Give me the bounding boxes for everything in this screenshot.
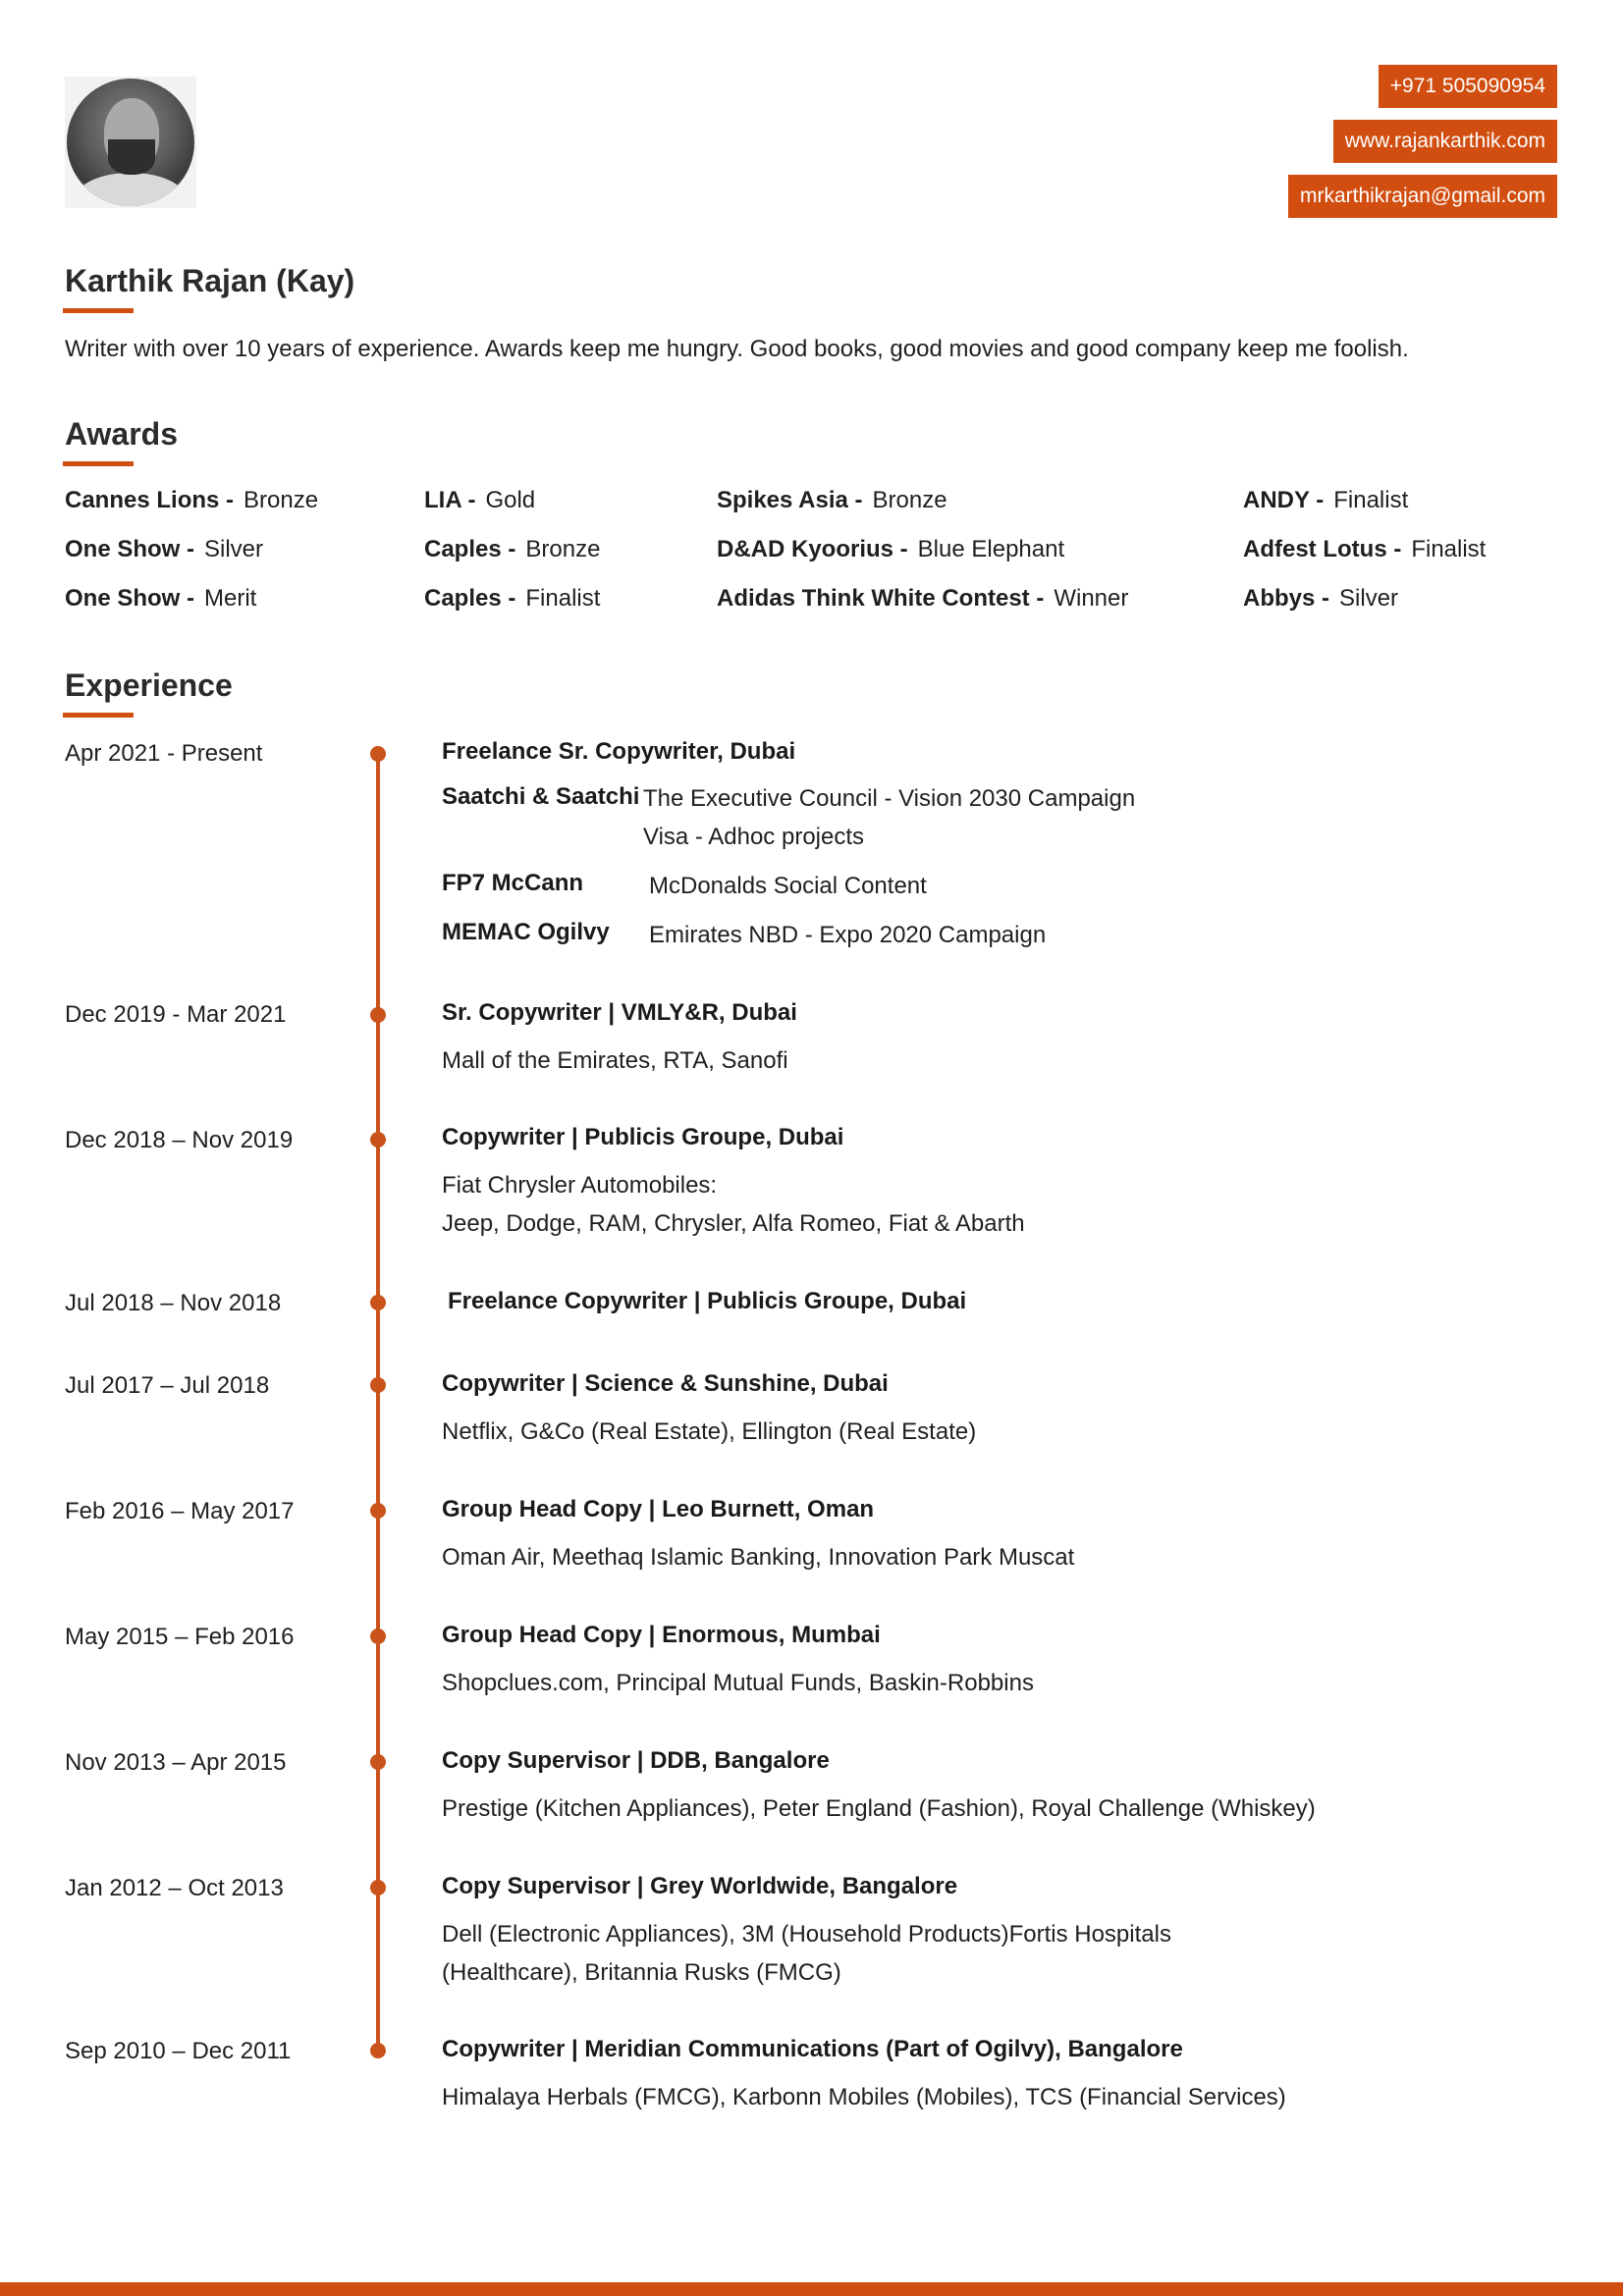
- experience-role: Copywriter | Science & Sunshine, Dubai: [442, 1370, 889, 1397]
- award-org: Adidas Think White Contest -: [717, 585, 1045, 612]
- experience-role: Group Head Copy | Leo Burnett, Oman: [442, 1496, 875, 1522]
- timeline-dot: [370, 1295, 386, 1310]
- name-underline: [63, 308, 134, 313]
- awards-heading: Awards: [65, 416, 179, 452]
- experience-date: Feb 2016 – May 2017: [65, 1498, 295, 1524]
- client-name: FP7 McCann: [442, 870, 584, 896]
- experience-date: Dec 2019 - Mar 2021: [65, 1001, 287, 1028]
- experience-description: Oman Air, Meethaq Islamic Banking, Innovation Park Muscat: [442, 1544, 1075, 1571]
- award-prize: Finalist: [525, 585, 601, 612]
- award-prize: Finalist: [1333, 487, 1409, 513]
- award-item: [65, 536, 263, 563]
- contact-block: [1288, 65, 1557, 218]
- award-org: LIA -: [424, 487, 476, 513]
- award-prize: Gold: [485, 487, 536, 513]
- client-project: Emirates NBD - Expo 2020 Campaign: [649, 922, 1047, 948]
- award-org: Abbys -: [1243, 585, 1330, 612]
- award-prize: Finalist: [1411, 536, 1487, 562]
- experience-description: Jeep, Dodge, RAM, Chrysler, Alfa Romeo, Fiat & Abarth: [442, 1210, 1025, 1237]
- experience-description: Himalaya Herbals (FMCG), Karbonn Mobiles (Mobiles), TCS (Financial Services): [442, 2084, 1286, 2110]
- experience-role: Copy Supervisor | Grey Worldwide, Bangalore: [442, 1873, 958, 1899]
- award-item: [1243, 487, 1408, 514]
- award-item: [424, 585, 600, 613]
- experience-date: May 2015 – Feb 2016: [65, 1624, 295, 1650]
- award-item: [717, 536, 1064, 563]
- timeline-dot: [370, 1880, 386, 1896]
- experience-role: Copywriter | Meridian Communications (Part of Ogilvy), Bangalore: [442, 2036, 1183, 2062]
- award-org: One Show -: [65, 536, 194, 562]
- profile-intro: Writer with over 10 years of experience. Awards keep me hungry. Good books, good movies and good company keep me foolish.: [65, 336, 1409, 362]
- award-prize: Winner: [1054, 585, 1129, 612]
- award-prize: Silver: [204, 536, 264, 562]
- award-prize: Bronze: [872, 487, 947, 513]
- photo-shirt: [77, 173, 185, 206]
- award-prize: Blue Elephant: [917, 536, 1065, 562]
- award-item: [1243, 585, 1398, 613]
- award-org: Caples -: [424, 585, 516, 612]
- award-item: [717, 487, 947, 514]
- photo-beard: [108, 139, 155, 175]
- footer-accent-bar: [0, 2282, 1623, 2296]
- experience-description: Netflix, G&Co (Real Estate), Ellington (Real Estate): [442, 1418, 977, 1445]
- award-item: [717, 585, 1128, 613]
- phone-chip[interactable]: +971 505090954: [1379, 65, 1557, 108]
- timeline-dot: [370, 1132, 386, 1148]
- experience-role: Freelance Copywriter | Publicis Groupe, Dubai: [448, 1288, 967, 1314]
- experience-date: Sep 2010 – Dec 2011: [65, 2038, 292, 2064]
- experience-date: Dec 2018 – Nov 2019: [65, 1127, 294, 1153]
- timeline-dot: [370, 746, 386, 762]
- award-item: [1243, 536, 1486, 563]
- profile-name: Karthik Rajan (Kay): [65, 263, 355, 298]
- award-org: ANDY -: [1243, 487, 1325, 513]
- timeline-dot: [370, 1629, 386, 1644]
- client-name: MEMAC Ogilvy: [442, 919, 610, 945]
- experience-date: Jul 2017 – Jul 2018: [65, 1372, 270, 1399]
- client-name: Saatchi & Saatchi: [442, 783, 640, 810]
- award-org: Adfest Lotus -: [1243, 536, 1402, 562]
- award-prize: Bronze: [525, 536, 601, 562]
- client-project: McDonalds Social Content: [649, 873, 927, 899]
- experience-role: Copywriter | Publicis Groupe, Dubai: [442, 1124, 844, 1150]
- experience-date: Nov 2013 – Apr 2015: [65, 1749, 287, 1776]
- award-org: Caples -: [424, 536, 516, 562]
- experience-date: Jan 2012 – Oct 2013: [65, 1875, 284, 1901]
- experience-description: Prestige (Kitchen Appliances), Peter England (Fashion), Royal Challenge (Whiskey): [442, 1795, 1316, 1822]
- timeline-dot: [370, 1377, 386, 1393]
- experience-date: Jul 2018 – Nov 2018: [65, 1290, 282, 1316]
- award-org: Spikes Asia -: [717, 487, 863, 513]
- award-item: [424, 487, 535, 514]
- experience-underline: [63, 713, 134, 718]
- award-item: [65, 487, 318, 514]
- experience-description: Mall of the Emirates, RTA, Sanofi: [442, 1047, 788, 1074]
- award-org: One Show -: [65, 585, 194, 612]
- award-item: [424, 536, 600, 563]
- timeline-dot: [370, 1007, 386, 1023]
- award-prize: Bronze: [243, 487, 319, 513]
- client-project: The Executive Council - Vision 2030 Campaign: [643, 785, 1136, 812]
- award-prize: Silver: [1339, 585, 1399, 612]
- experience-date: Apr 2021 - Present: [65, 740, 263, 767]
- experience-role: Copy Supervisor | DDB, Bangalore: [442, 1747, 830, 1774]
- experience-role: Freelance Sr. Copywriter, Dubai: [442, 738, 796, 765]
- award-item: [65, 585, 256, 613]
- experience-description: Shopclues.com, Principal Mutual Funds, Baskin-Robbins: [442, 1670, 1034, 1696]
- avatar: [65, 77, 196, 208]
- timeline-line: [376, 754, 380, 2052]
- experience-role: Sr. Copywriter | VMLY&R, Dubai: [442, 999, 797, 1026]
- timeline-dot: [370, 2043, 386, 2058]
- experience-description: (Healthcare), Britannia Rusks (FMCG): [442, 1959, 841, 1986]
- email-chip[interactable]: mrkarthikrajan@gmail.com: [1288, 175, 1557, 218]
- experience-description: Dell (Electronic Appliances), 3M (Household Products)Fortis Hospitals: [442, 1921, 1171, 1948]
- experience-description: Fiat Chrysler Automobiles:: [442, 1172, 718, 1199]
- profile-photo: [67, 79, 194, 206]
- timeline-dot: [370, 1503, 386, 1519]
- award-prize: Merit: [204, 585, 257, 612]
- timeline-dot: [370, 1754, 386, 1770]
- experience-heading: Experience: [65, 667, 233, 703]
- award-org: Cannes Lions -: [65, 487, 235, 513]
- experience-role: Group Head Copy | Enormous, Mumbai: [442, 1622, 881, 1648]
- award-org: D&AD Kyoorius -: [717, 536, 908, 562]
- client-project: Visa - Adhoc projects: [643, 824, 865, 850]
- awards-underline: [63, 461, 134, 466]
- website-chip[interactable]: www.rajankarthik.com: [1333, 120, 1557, 163]
